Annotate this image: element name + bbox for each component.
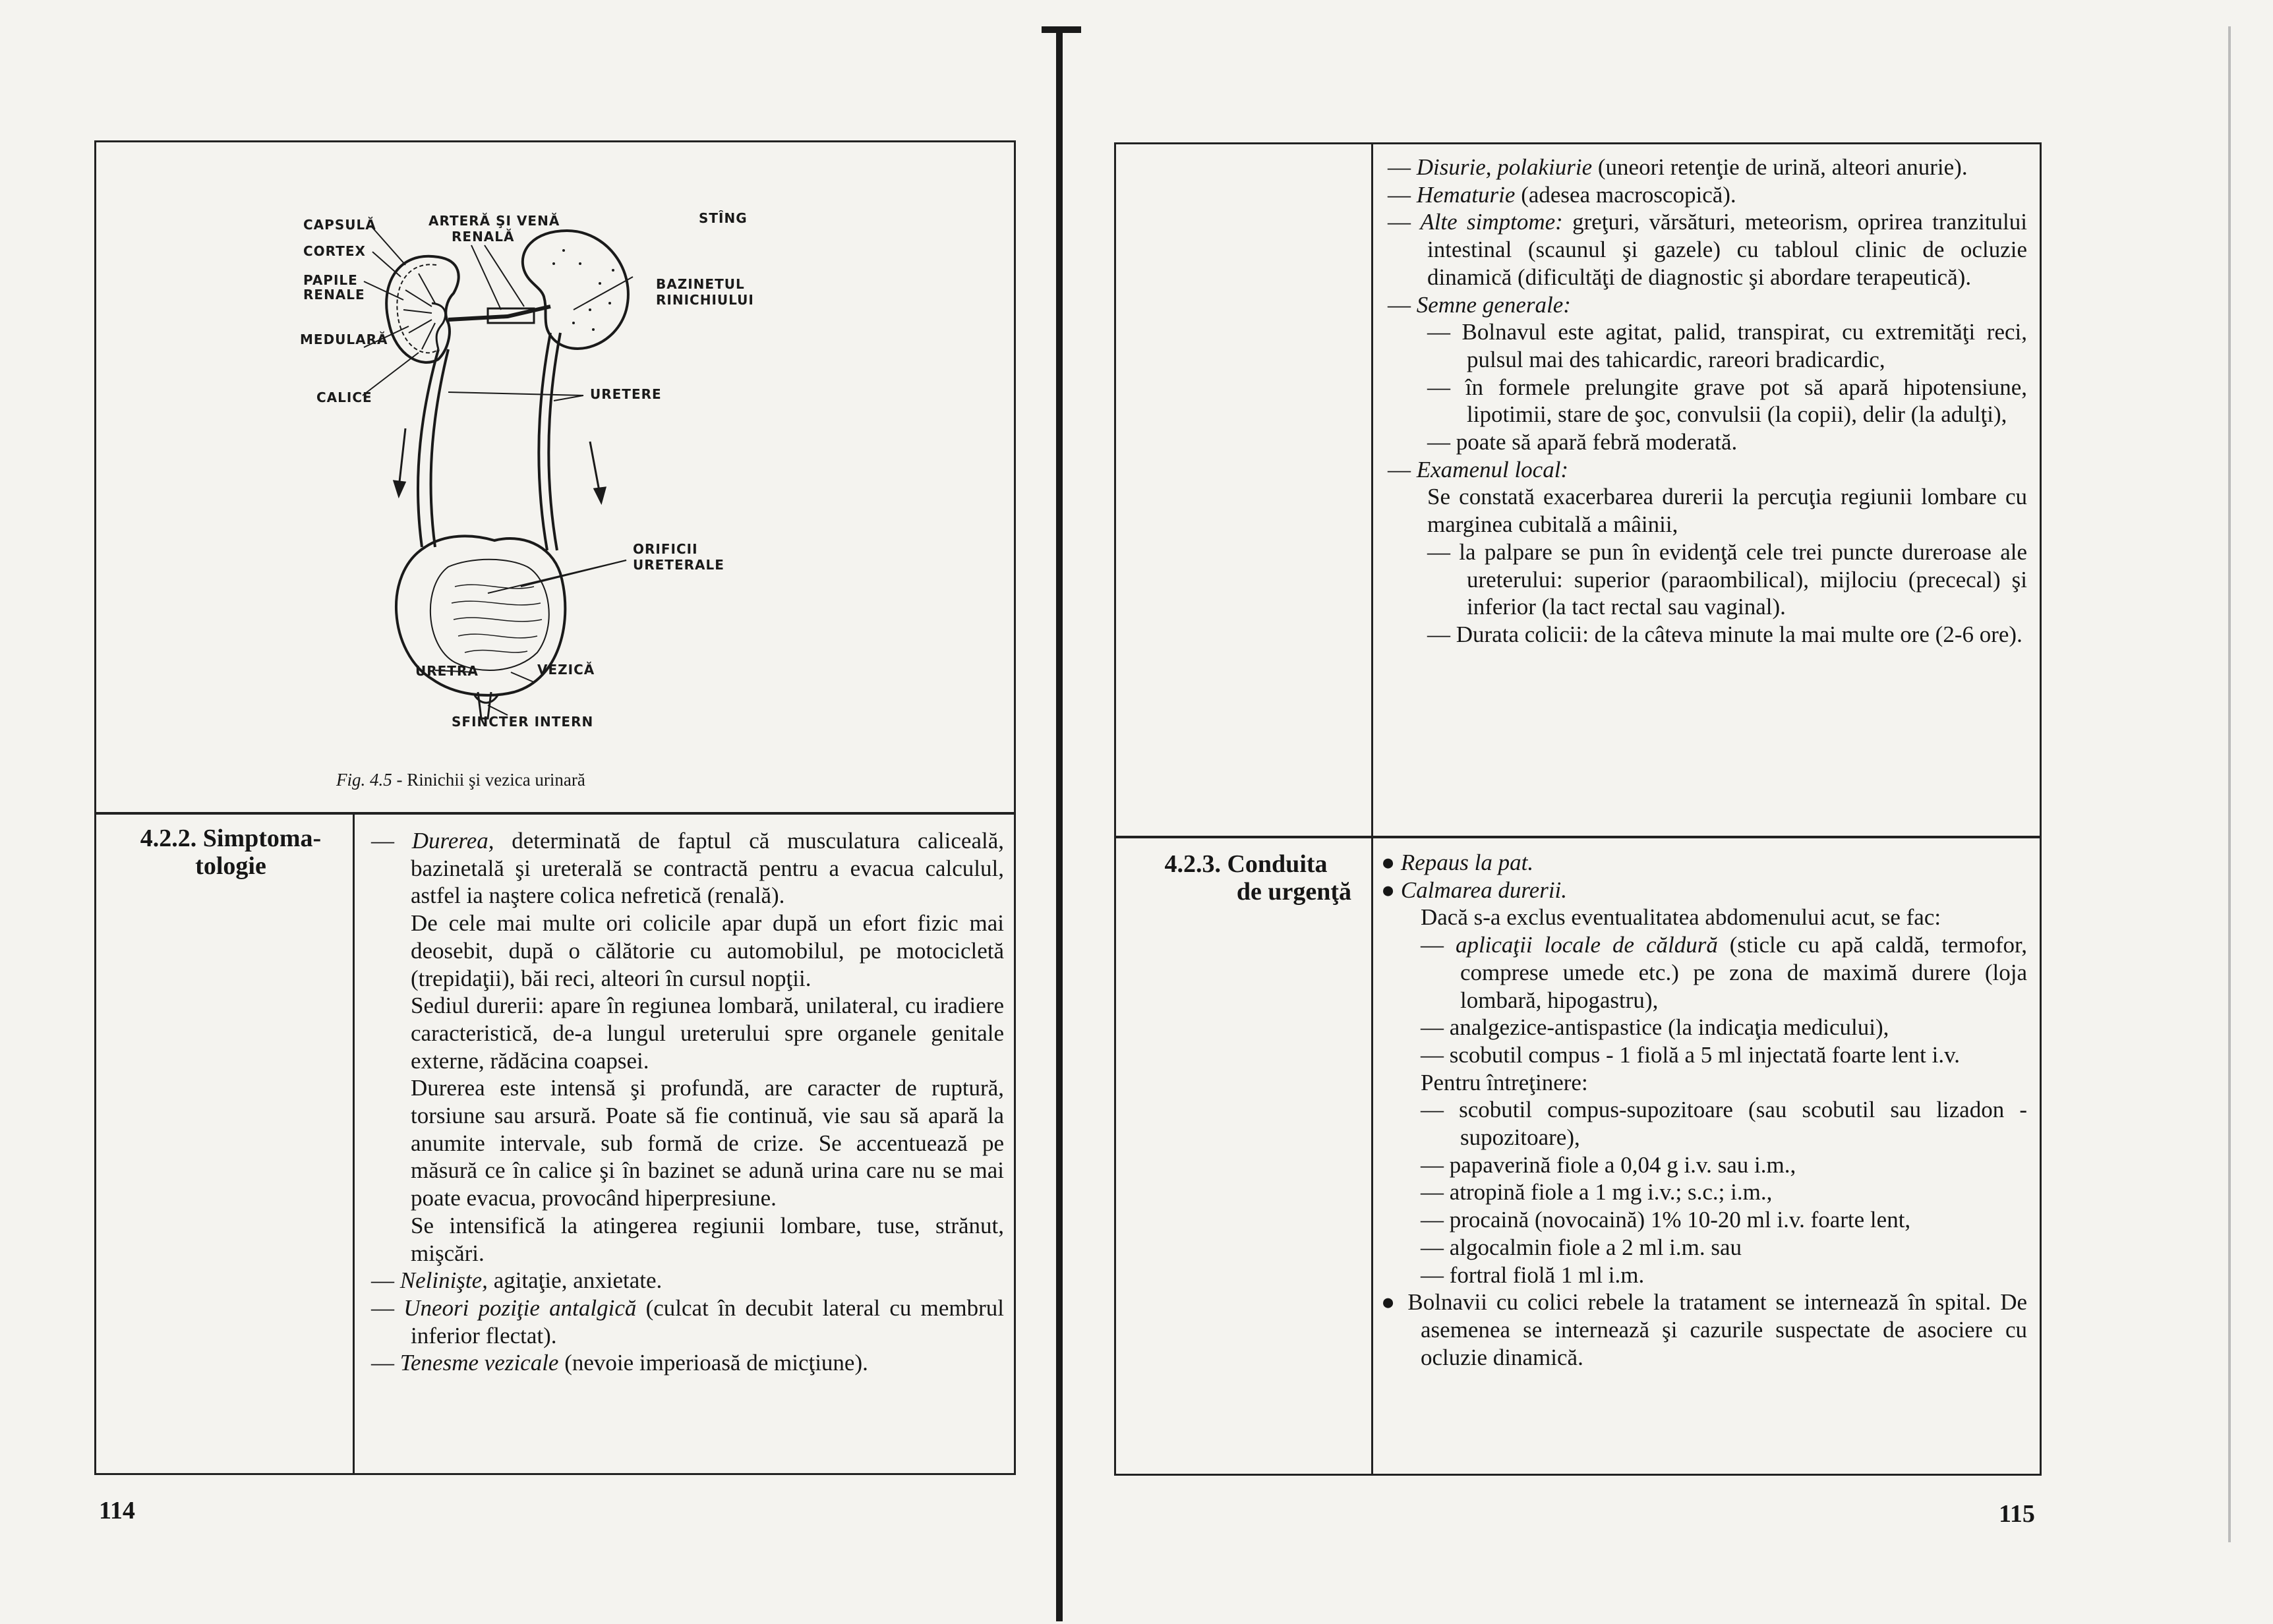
caption-text: - Rinichii şi vezica urinară <box>396 770 585 790</box>
paragraph: — procaină (novocaină) 1% 10-20 ml i.v. foarte lent, <box>1421 1207 1911 1233</box>
paragraph: — atropină fiole a 1 mg i.v.; s.c.; i.m., <box>1421 1179 1773 1205</box>
page-edge <box>2228 26 2231 1542</box>
symptoms-continued <box>1388 154 2027 649</box>
label-cortex: CORTEX <box>303 243 366 259</box>
figure-caption <box>336 770 585 790</box>
flow-arrows <box>394 428 605 502</box>
bullet-item: ● Bolnavii cu colici rebele la tratament se internează în spital. De asemenea se internează şi cazurile suspectate de asociere cu ocluzie dinamică. <box>1381 1289 2028 1370</box>
label-artera-1: ARTERĂ ŞI VENĂ <box>428 213 560 229</box>
right-column-divider <box>1371 144 1373 1474</box>
paragraph: — Disurie, polakiurie (uneori retenţie de urină, alteori anurie). <box>1388 154 1968 180</box>
paragraph: — Durata colicii: de la câteva minute la mai multe ore (2-6 ore). <box>1427 621 2022 647</box>
bladder-folds <box>452 585 542 652</box>
paragraph: — Hematurie (adesea macroscopică). <box>1388 181 1736 208</box>
page-number-left: 114 <box>99 1497 135 1524</box>
paragraph: — analgezice-antispastice (la indicaţia medicului), <box>1421 1014 1889 1041</box>
label-papile-1: PAPILE <box>303 272 358 288</box>
label-bazinetul-2: RINICHIULUI <box>656 292 754 308</box>
paragraph: — scobutil compus-supozitoare (sau scobutil sau lizadon - supozitoare), <box>1421 1097 2027 1151</box>
paragraph: — Durerea, determinată de faptul că musculatura caliceală, bazinetală şi ureterală se contractă pentru a evacua calculul, astfel ia naştere colica nefretică (renală). <box>371 828 1004 909</box>
section-number: 4.2.2. <box>140 825 197 852</box>
label-vezica: VEZICĂ <box>537 662 595 678</box>
kidney-diagram <box>290 191 831 751</box>
book-spine <box>1056 26 1063 1621</box>
label-uretra: URETRA <box>415 663 479 679</box>
bullet-item: ● Calmarea durerii. <box>1381 877 1568 903</box>
right-kidney <box>523 231 628 349</box>
label-uretere: URETERE <box>590 386 662 402</box>
paragraph: — Examenul local: <box>1388 456 1569 482</box>
left-column-divider <box>353 813 355 1474</box>
paragraph: Dacă s-a exclus eventualitatea abdomenului acut, se fac: <box>1421 904 1941 931</box>
paragraph: — Bolnavul este agitat, palid, transpirat, cu extremităţi reci, pulsul mai des tahicardic, rareori bradicardic, <box>1427 319 2028 372</box>
section-heading-4-2-3 <box>1134 850 1358 906</box>
label-bazinetul-1: BAZINETUL <box>656 276 745 292</box>
paragraph: — fortral fiolă 1 ml i.m. <box>1421 1262 1645 1288</box>
paragraph: — Semne generale: <box>1388 291 1571 318</box>
paragraph: Durerea este intensă şi profundă, are caracter de ruptură, torsiune sau arsură. Poate să fie continuă, vie sau să apară la anumite intervale, sub formă de crize. Se accentuează pe măsură ce în calice şi în bazinet se adună urina care nu se mai poate evacua, provocând hiperpresiune. <box>411 1075 1004 1211</box>
paragraph: Sediul durerii: apare în regiunea lombară, unilateral, cu iradiere caracteristică, de-a lungul ureterului spre organele genitale externe, rădăcina coapsei. <box>411 993 1004 1074</box>
page-number-right: 115 <box>1999 1500 2035 1528</box>
label-orificii-2: URETERALE <box>633 557 724 573</box>
section-heading-4-2-2 <box>119 825 343 880</box>
paragraph: — Nelinişte, agitaţie, anxietate. <box>371 1267 663 1294</box>
left-kidney-cortex <box>397 264 436 353</box>
label-papile-2: RENALE <box>303 287 365 303</box>
paragraph: — algocalmin fiole a 2 ml i.m. sau <box>1421 1234 1742 1260</box>
paragraph: — în formele prelungite grave pot să apară hipotensiune, lipotimii, stare de şoc, convulsii (la copii), delir (la adulţi), <box>1427 374 2027 428</box>
paragraph: Se intensifică la atingerea regiunii lombare, tuse, strănut, mişcări. <box>411 1212 1004 1266</box>
emergency-conduct-text <box>1381 849 2027 1371</box>
paragraph: — Alte simptome: greţuri, vărsături, meteorism, oprirea tranzitului intestinal (scaunul şi gazele) cu tabloul clinic de ocluzie dinamică (dificultăţi de diagnostic şi abordare terapeutică). <box>1388 209 2027 290</box>
paragraph: — poate să apară febră moderată. <box>1427 429 1738 455</box>
section-title-line2: de urgenţă <box>1236 878 1351 906</box>
section-number: 4.2.3. <box>1164 850 1221 878</box>
label-medulara: MEDULARĂ <box>300 332 388 347</box>
paragraph: Pentru întreţinere: <box>1421 1069 1588 1095</box>
label-sfincter: SFINCTER INTERN <box>452 714 594 730</box>
label-sting: STÎNG <box>699 210 748 226</box>
paragraph: — la palpare se pun în evidenţă cele trei puncte dureroase ale ureterului: superior (paraombilical), mijlociu (prececal) şi inferior (la tact rectal sau vaginal). <box>1427 538 2027 620</box>
label-capsula: CAPSULĂ <box>303 217 376 233</box>
paragraph: — aplicaţii locale de căldură (sticle cu apă caldă, termofor, comprese umede etc.) pe zona de maximă durere (loja lombară, hipogastru), <box>1421 932 2027 1013</box>
label-artera-2: RENALĂ <box>452 229 515 245</box>
left-figure-divider <box>94 812 1016 815</box>
right-section-divider <box>1114 836 2042 838</box>
section-title-line1: Simptoma- <box>202 825 322 852</box>
caption-prefix: Fig. 4.5 <box>336 770 392 790</box>
left-ureter-inner <box>431 349 448 547</box>
bullet-item: ● Repaus la pat. <box>1381 850 1534 875</box>
paragraph: — scobutil compus - 1 fiolă a 5 ml injectată foarte lent i.v. <box>1421 1041 1961 1068</box>
bladder-inner <box>430 560 549 670</box>
paragraph: — Uneori poziţie antalgică (culcat în decubit lateral cu membrul inferior flectat). <box>371 1294 1004 1348</box>
label-orificii-1: ORIFICII <box>633 541 698 557</box>
label-calice: CALICE <box>316 390 372 405</box>
symptoms-text <box>371 827 1004 1377</box>
section-title-line1: Conduita <box>1227 850 1328 878</box>
right-kidney-stipple <box>552 249 614 331</box>
left-ureter <box>418 349 438 547</box>
medulla-pyramids <box>403 274 435 349</box>
right-ureter-inner <box>548 333 560 550</box>
section-title-line2: tologie <box>195 852 266 880</box>
paragraph: — papaverină fiole a 0,04 g i.v. sau i.m., <box>1421 1151 1796 1178</box>
paragraph: — Tenesme vezicale (nevoie imperioasă de micţiune). <box>371 1350 868 1376</box>
paragraph: De cele mai multe ori colicile apar după un efort fizic mai deosebit, după o călătorie cu automobilul, pe motocicletă (trepidaţii), băi reci, alteori în cursul nopţii. <box>411 910 1004 991</box>
paragraph: Se constată exacerbarea durerii la percuţia regiunii lombare cu marginea cubitală a mâinii, <box>1427 484 2027 538</box>
